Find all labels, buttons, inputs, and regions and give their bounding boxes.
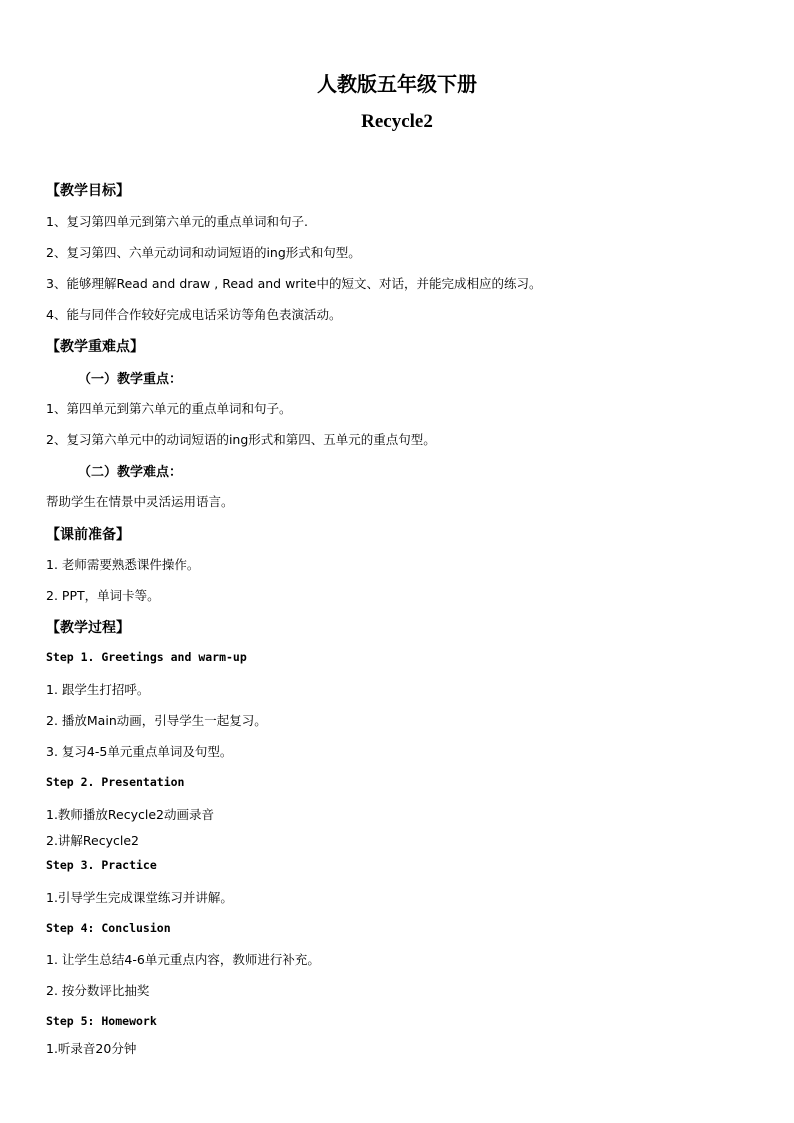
difficulty-heading: （二）教学难点：: [78, 465, 183, 480]
section-heading-objectives: 【教学目标】: [46, 183, 130, 199]
step-5-title: Step 5: Homework: [46, 1014, 157, 1028]
step-4-item: 1. 让学生总结4-6单元重点内容，教师进行补充。: [46, 952, 320, 967]
document-title: 人教版五年级下册: [317, 72, 477, 96]
objective-item: 2、复习第四、六单元动词和动词短语的ing形式和句型。: [46, 245, 361, 260]
objective-item: 1、复习第四单元到第六单元的重点单词和句子.: [46, 214, 308, 229]
step-2-item: 2.讲解Recycle2: [46, 833, 139, 848]
step-1-item: 2. 播放Main动画，引导学生一起复习。: [46, 713, 267, 728]
difficulty-text: 帮助学生在情景中灵活运用语言。: [46, 494, 234, 509]
document-subtitle: Recycle2: [361, 111, 433, 132]
step-5-item: 1.听录音20分钟: [46, 1041, 137, 1056]
preparation-item: 1. 老师需要熟悉课件操作。: [46, 557, 200, 572]
objective-item: 4、能与同伴合作较好完成电话采访等角色表演活动。: [46, 307, 342, 322]
focus-heading: （一）教学重点：: [78, 372, 183, 387]
step-1-title: Step 1. Greetings and warm-up: [46, 650, 247, 664]
step-1-item: 3. 复习4-5单元重点单词及句型。: [46, 744, 233, 759]
step-3-item: 1.引导学生完成课堂练习并讲解。: [46, 890, 233, 905]
section-heading-process: 【教学过程】: [46, 620, 130, 636]
objective-item: 3、能够理解Read and draw , Read and write中的短文、对话，并能完成相应的练习。: [46, 276, 542, 291]
step-4-item: 2. 按分数评比抽奖: [46, 983, 150, 998]
step-2-title: Step 2. Presentation: [46, 775, 185, 789]
step-3-title: Step 3. Practice: [46, 858, 157, 872]
step-1-item: 1. 跟学生打招呼。: [46, 682, 150, 697]
step-2-item: 1.教师播放Recycle2动画录音: [46, 807, 214, 822]
preparation-item: 2. PPT，单词卡等。: [46, 588, 160, 603]
focus-item: 1、第四单元到第六单元的重点单词和句子。: [46, 401, 292, 416]
focus-item: 2、复习第六单元中的动词短语的ing形式和第四、五单元的重点句型。: [46, 432, 436, 447]
step-4-title: Step 4: Conclusion: [46, 921, 171, 935]
section-heading-preparation: 【课前准备】: [46, 527, 130, 543]
section-heading-key-points: 【教学重难点】: [46, 339, 144, 355]
